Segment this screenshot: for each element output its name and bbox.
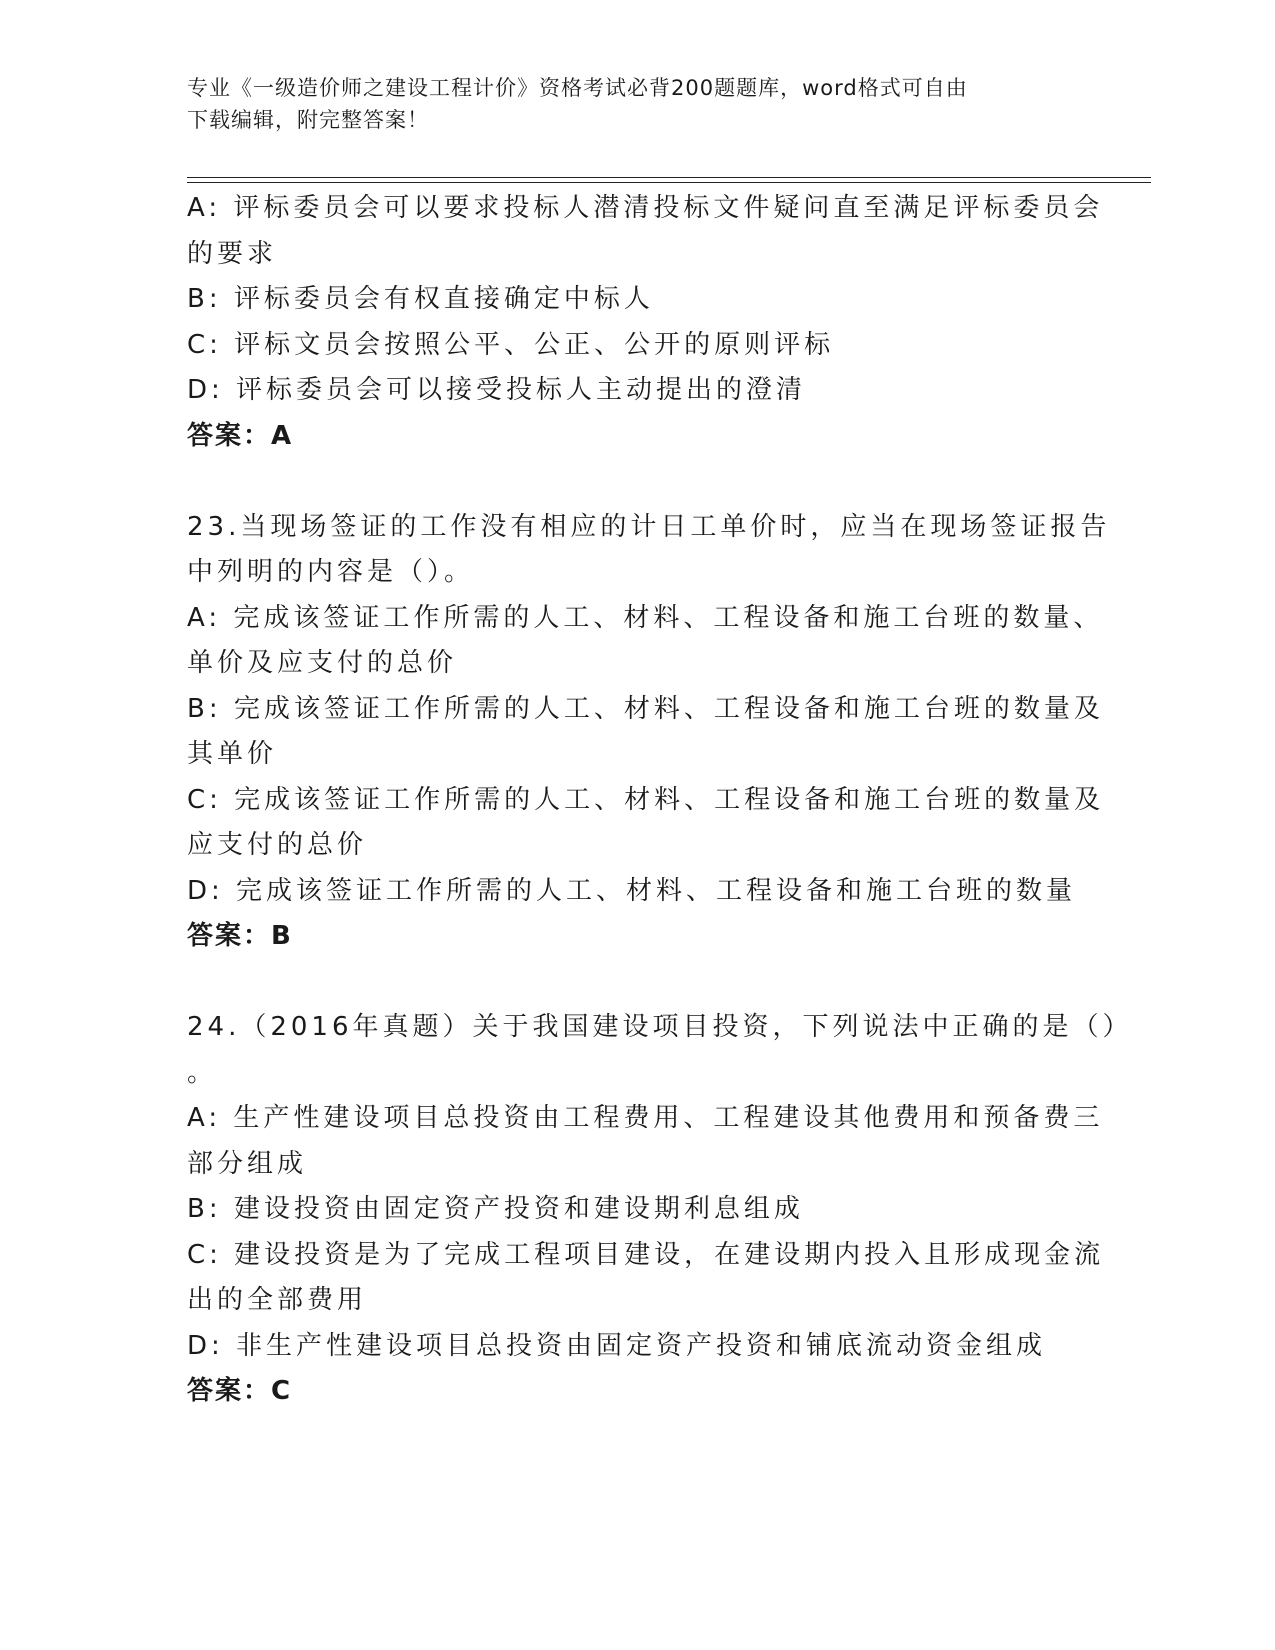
spacer [187, 459, 1087, 505]
header-line-2: 下载编辑，附完整答案！ [187, 108, 429, 132]
q24-option-a-line-1: A: 生产性建设项目总投资由工程费用、工程建设其他费用和预备费三 [187, 1103, 1104, 1133]
q24-option-c-line-2: 出的全部费用 [187, 1285, 368, 1315]
spacer [187, 960, 1087, 1006]
q22-option-c: C: 评标文员会按照公平、公正、公开的原则评标 [187, 329, 835, 360]
q23-option-d: D: 完成该签证工作所需的人工、材料、工程设备和施工台班的数量 [187, 875, 1077, 906]
q23-option-a-line-2: 单价及应支付的总价 [187, 648, 458, 678]
q24-stem-line-2: 。 [187, 1057, 218, 1088]
q23-stem-line-2: 中列明的内容是（）。 [187, 557, 475, 587]
q23-option-b-line-2: 其单价 [187, 739, 278, 769]
q24-option-d: D: 非生产性建设项目总投资由固定资产投资和铺底流动资金组成 [187, 1330, 1047, 1361]
header-divider-top [187, 177, 1151, 178]
q23-option-b-line-1: B: 完成该签证工作所需的人工、材料、工程设备和施工台班的数量及 [187, 693, 1104, 724]
q23-option-c-line-1: C: 完成该签证工作所需的人工、材料、工程设备和施工台班的数量及 [187, 784, 1105, 815]
q23-answer: 答案：B [187, 921, 293, 951]
q22-option-a-line-2: 的要求 [187, 238, 278, 269]
q23-option-a-line-1: A: 完成该签证工作所需的人工、材料、工程设备和施工台班的数量、 [187, 602, 1104, 633]
q23-option-c-line-2: 应支付的总价 [187, 830, 368, 860]
q22-option-d: D: 评标委员会可以接受投标人主动提出的澄清 [187, 375, 807, 405]
q22-option-a-line-1: A: 评标委员会可以要求投标人潜清投标文件疑问直至满足评标委员会 [187, 193, 1104, 223]
q24-answer: 答案：C [187, 1376, 293, 1406]
document-header [187, 72, 1067, 136]
q22-option-b: B: 评标委员会有权直接确定中标人 [187, 284, 654, 314]
q24-option-b: B: 建设投资由固定资产投资和建设期利息组成 [187, 1194, 804, 1224]
question-22-options [187, 186, 1104, 459]
document-body [187, 186, 1133, 1415]
question-24 [187, 1005, 1133, 1415]
question-23 [187, 505, 1111, 960]
header-divider-bottom [187, 182, 1151, 183]
q24-option-a-line-2: 部分组成 [187, 1148, 308, 1179]
q23-stem-line-1: 23.当现场签证的工作没有相应的计日工单价时，应当在现场签证报告 [187, 511, 1111, 542]
q22-answer: 答案：A [187, 420, 294, 451]
header-line-1: 专业《一级造价师之建设工程计价》资格考试必背200题题库，word格式可自由 [187, 76, 968, 100]
q24-option-c-line-1: C: 建设投资是为了完成工程项目建设，在建设期内投入且形成现金流 [187, 1239, 1105, 1270]
q24-stem-line-1: 24.（2016年真题）关于我国建设项目投资，下列说法中正确的是（） [187, 1012, 1133, 1042]
